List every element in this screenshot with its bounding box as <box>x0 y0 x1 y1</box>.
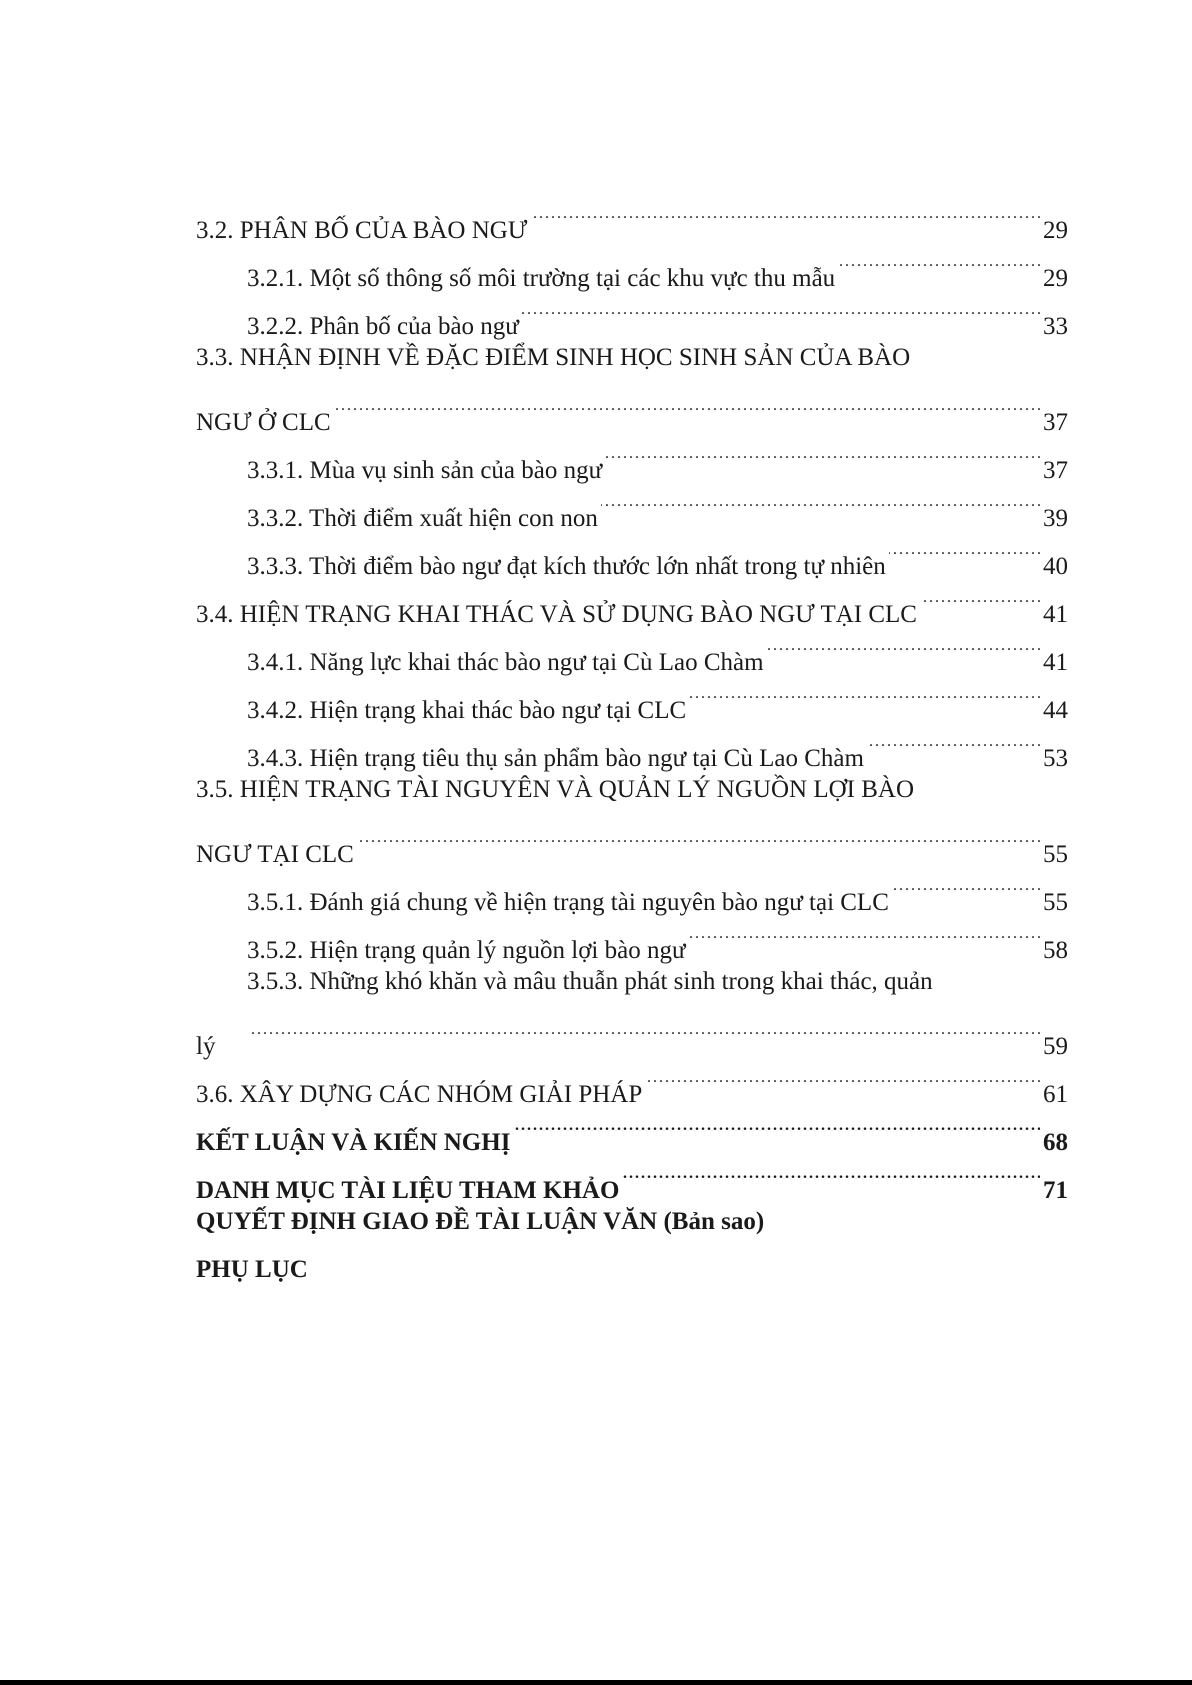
toc-page-number: 33 <box>1043 313 1068 340</box>
toc-entry-label: DANH MỤC TÀI LIỆU THAM KHẢO <box>196 1177 620 1204</box>
toc-entry-label: 3.4.3. Hiện trạng tiêu thụ sản phẩm bào ngư tại Cù Lao Chàm <box>247 745 864 772</box>
dot-leader <box>513 1102 1040 1150</box>
toc-page-number: 68 <box>1043 1129 1068 1156</box>
toc-entry-3-2[interactable] <box>196 190 1068 244</box>
toc-entry-quyet-dinh[interactable]: QUYẾT ĐỊNH GIAO ĐỀ TÀI LUẬN VĂN (Bản sao) <box>196 1208 765 1235</box>
dot-leader <box>334 382 1040 430</box>
toc-entry-label: 3.5.2. Hiện trạng quản lý nguồn lợi bào ngư <box>247 937 686 964</box>
toc-entry-label: NGƯ TẠI CLC <box>196 841 354 868</box>
dot-leader <box>920 574 1040 622</box>
toc-entry-phu-luc[interactable]: PHỤ LỤC <box>196 1256 308 1283</box>
toc-entry-label: 3.3.1. Mùa vụ sinh sản của bào ngư <box>247 457 603 484</box>
table-of-contents <box>196 190 1068 1294</box>
toc-entry-3-5-line2[interactable] <box>196 814 1068 868</box>
toc-entry-label: 3.4. HIỆN TRẠNG KHAI THÁC VÀ SỬ DỤNG BÀO NGƯ TẠI CLC <box>196 601 917 628</box>
toc-page-number: 61 <box>1043 1081 1068 1108</box>
dot-leader <box>645 1054 1040 1102</box>
toc-entry-label: KẾT LUẬN VÀ KIẾN NGHỊ <box>196 1129 511 1156</box>
toc-entry-label: 3.6. XÂY DỰNG CÁC NHÓM GIẢI PHÁP <box>196 1081 643 1108</box>
dot-leader <box>605 430 1040 478</box>
toc-entry-label: 3.3.2. Thời điểm xuất hiện con non <box>247 505 598 532</box>
toc-page-number: 59 <box>1043 1033 1068 1060</box>
dot-leader <box>838 238 1040 286</box>
toc-entry-3-3-line1[interactable]: 3.3. NHẬN ĐỊNH VỀ ĐẶC ĐIỂM SINH HỌC SINH SẢN CỦA BÀO <box>196 344 911 371</box>
toc-page-number: 41 <box>1043 601 1068 628</box>
toc-page-number: 55 <box>1043 841 1068 868</box>
dot-leader <box>889 526 1040 574</box>
toc-entry-label: 3.3.3. Thời điểm bào ngư đạt kích thước lớn nhất trong tự nhiên <box>247 553 886 580</box>
toc-page-number: 29 <box>1043 265 1068 292</box>
toc-page-number: 44 <box>1043 697 1068 724</box>
toc-page-number: 53 <box>1043 745 1068 772</box>
dot-leader <box>530 190 1040 238</box>
dot-leader <box>249 1006 1040 1054</box>
dot-leader <box>767 622 1040 670</box>
dot-leader <box>622 1150 1040 1198</box>
toc-page-number: 29 <box>1043 217 1068 244</box>
toc-page-number: 37 <box>1043 409 1068 436</box>
dot-leader <box>601 478 1040 526</box>
toc-entry-label: 3.2.2. Phân bố của bào ngư <box>247 313 519 340</box>
toc-page-number: 41 <box>1043 649 1068 676</box>
toc-page-number: 71 <box>1043 1177 1068 1204</box>
toc-page-number: 39 <box>1043 505 1068 532</box>
dot-leader <box>867 718 1040 766</box>
toc-entry-label: NGƯ Ở CLC <box>196 409 331 436</box>
dot-leader <box>357 814 1040 862</box>
toc-entry-label: lý <box>196 1033 216 1060</box>
dot-leader <box>689 910 1040 958</box>
toc-page-number: 58 <box>1043 937 1068 964</box>
toc-page-number: 40 <box>1043 553 1068 580</box>
toc-entry-3-6[interactable] <box>196 1054 1068 1108</box>
toc-entry-label: 3.2. PHÂN BỐ CỦA BÀO NGƯ <box>196 217 528 244</box>
toc-page-number: 37 <box>1043 457 1068 484</box>
toc-entry-label: 3.5.1. Đánh giá chung về hiện trạng tài nguyên bào ngư tại CLC <box>247 889 889 916</box>
toc-entry-label: 3.2.1. Một số thông số môi trường tại các khu vực thu mẫu <box>247 265 836 292</box>
toc-entry-label: 3.4.2. Hiện trạng khai thác bào ngư tại CLC <box>247 697 687 724</box>
toc-entry-3-3-line2[interactable] <box>196 382 1068 436</box>
toc-entry-3-5-3-line2[interactable] <box>196 1006 1068 1060</box>
dot-leader <box>689 670 1040 718</box>
dot-leader <box>522 286 1040 334</box>
dot-leader <box>892 862 1040 910</box>
toc-entry-3-5-line1[interactable]: 3.5. HIỆN TRẠNG TÀI NGUYÊN VÀ QUẢN LÝ NGUỒN LỢI BÀO <box>196 776 915 803</box>
toc-entry-3-5-3-line1[interactable]: 3.5.3. Những khó khăn và mâu thuẫn phát sinh trong khai thác, quản <box>247 968 933 995</box>
toc-page-number: 55 <box>1043 889 1068 916</box>
toc-entry-label: 3.4.1. Năng lực khai thác bào ngư tại Cù Lao Chàm <box>247 649 764 676</box>
page-bottom-border <box>0 1680 1192 1685</box>
